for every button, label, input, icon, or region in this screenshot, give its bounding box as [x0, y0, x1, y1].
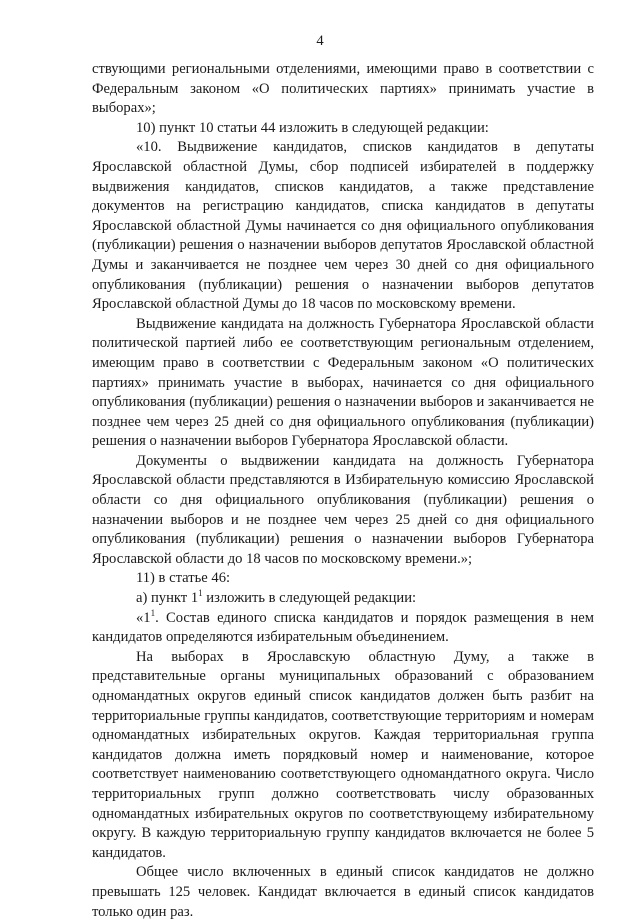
- paragraph-6: 11) в статье 46:: [136, 570, 231, 587]
- paragraph-7: а) пункт $1^1$ изложить в следующей редакции:: [136, 588, 417, 607]
- paragraph-2: 10) пункт 10 статьи 44 изложить в следующей редакции:: [136, 119, 489, 136]
- paragraph-10: Общее число включенных в единый список кандидатов не должно превышать 125 человек. Кандидат включается в единый список кандидатов только один раз.: [92, 864, 594, 920]
- paragraph-8: «$1^1$. Состав единого списка кандидатов и порядок размещения в нем кандидатов определяются избирательным объединением.: [92, 607, 594, 646]
- paragraph-1: ствующими региональными отделениями, имеющими право в соответствии с Федеральным законом «О политических партиях» принимать участие в выборах»;: [92, 61, 594, 117]
- superscript: 1: [198, 588, 203, 599]
- page-number: 4: [316, 33, 324, 49]
- document-body: [92, 60, 594, 922]
- superscript: 1: [150, 607, 156, 618]
- paragraph-5: Документы о выдвижении кандидата на должность Губернатора Ярославской области представляются в Избирательную комиссию Ярославской области со дня официального опубликования (публикации) решения о назначении выборов и не позднее чем через 25 дней со дня официального опубликования (публикации) решения о назначении выборов Губернатора Ярославской области до 18 часов по московскому времени.»;: [92, 452, 594, 567]
- paragraph-3: «10. Выдвижение кандидатов, списков кандидатов в депутаты Ярославской областной Думы, сбор подписей избирателей в поддержку выдвижения кандидатов, списков кандидатов, а также представление документов на регистрацию кандидатов, списка кандидатов в депутаты Ярославской областной Думы начинается со дня официального опубликования (публикации) решения о назначении выборов депутатов Ярославской областной Думы и заканчивается не позднее чем через 30 дней со дня официального опубликования (публикации) решения о назначении выборов депутатов Ярославской областной Думы до 18 часов по московскому времени.: [92, 139, 594, 313]
- paragraph-9: На выборах в Ярославскую областную Думу, а также в представительные органы муниципальных образований с образованием одномандатных округов единый список кандидатов должен быть разбит на территориальные группы кандидатов, соответствующие территориям и номерам одномандатных избирательных округов. Каждая территориальная группа кандидатов должна иметь порядковый номер и наименование, которое соответствует наименованию соответствующего одномандатного округа. Число территориальных групп должно соответствовать числу образованных одномандатных избирательных округов по соответствующему избирательному округу. В каждую территориальную группу кандидатов включается не более 5 кандидатов.: [92, 648, 594, 861]
- paragraph-4: Выдвижение кандидата на должность Губернатора Ярославской области политической партией либо ее соответствующим региональным отделением, имеющим право в соответствии с Федеральным законом «О политических партиях» принимать участие в выборах, начинается со дня официального опубликования (публикации) решения о назначении выборов и заканчивается не позднее чем через 25 дней со дня официального опубликования (публикации) решения о назначении выборов Губернатора Ярославской области.: [92, 315, 594, 450]
